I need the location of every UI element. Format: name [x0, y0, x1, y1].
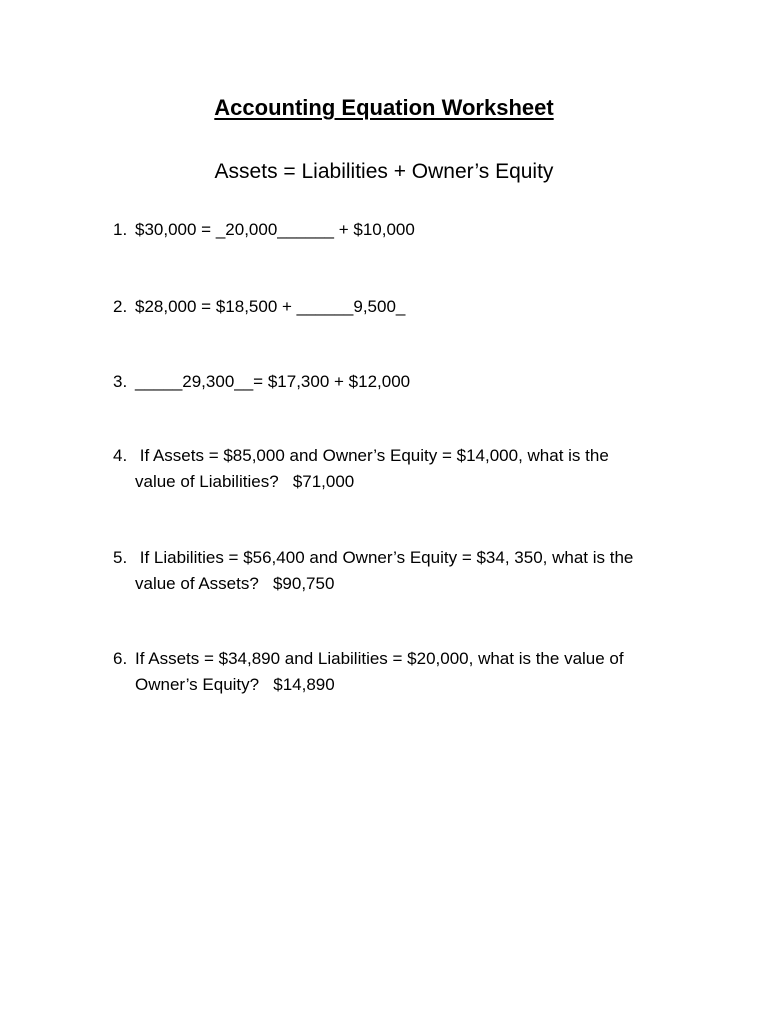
question-answer-line: Owner’s Equity? $14,890: [135, 674, 335, 694]
question-number: 5.: [113, 548, 128, 567]
question-number: 2.: [113, 297, 128, 316]
question-text: If Assets = $34,890 and Liabilities = $20,000, what is the value of: [135, 649, 624, 668]
question-1: [113, 217, 693, 243]
question-3: [113, 369, 693, 395]
question-5: [113, 545, 693, 596]
question-text: If Assets = $85,000 and Owner’s Equity = $14,000, what is the: [135, 446, 609, 465]
question-2: [113, 294, 693, 320]
equation-subtitle: Assets = Liabilities + Owner’s Equity: [214, 160, 554, 183]
question-answer-line: value of Assets? $90,750: [135, 573, 335, 593]
question-number: 3.: [113, 372, 128, 391]
question-4: [113, 443, 693, 494]
question-text: $30,000 = _20,000______ + $10,000: [135, 220, 415, 239]
question-6: [113, 646, 693, 697]
question-number: 4.: [113, 446, 128, 465]
worksheet-title: Accounting Equation Worksheet: [214, 95, 554, 120]
question-answer-line: value of Liabilities? $71,000: [135, 471, 355, 491]
question-number: 6.: [113, 649, 128, 668]
question-text: $28,000 = $18,500 + ______9,500_: [135, 297, 406, 316]
question-text: If Liabilities = $56,400 and Owner’s Equity = $34, 350, what is the: [135, 548, 634, 567]
question-number: 1.: [113, 220, 128, 239]
question-text: _____29,300__= $17,300 + $12,000: [135, 372, 411, 391]
